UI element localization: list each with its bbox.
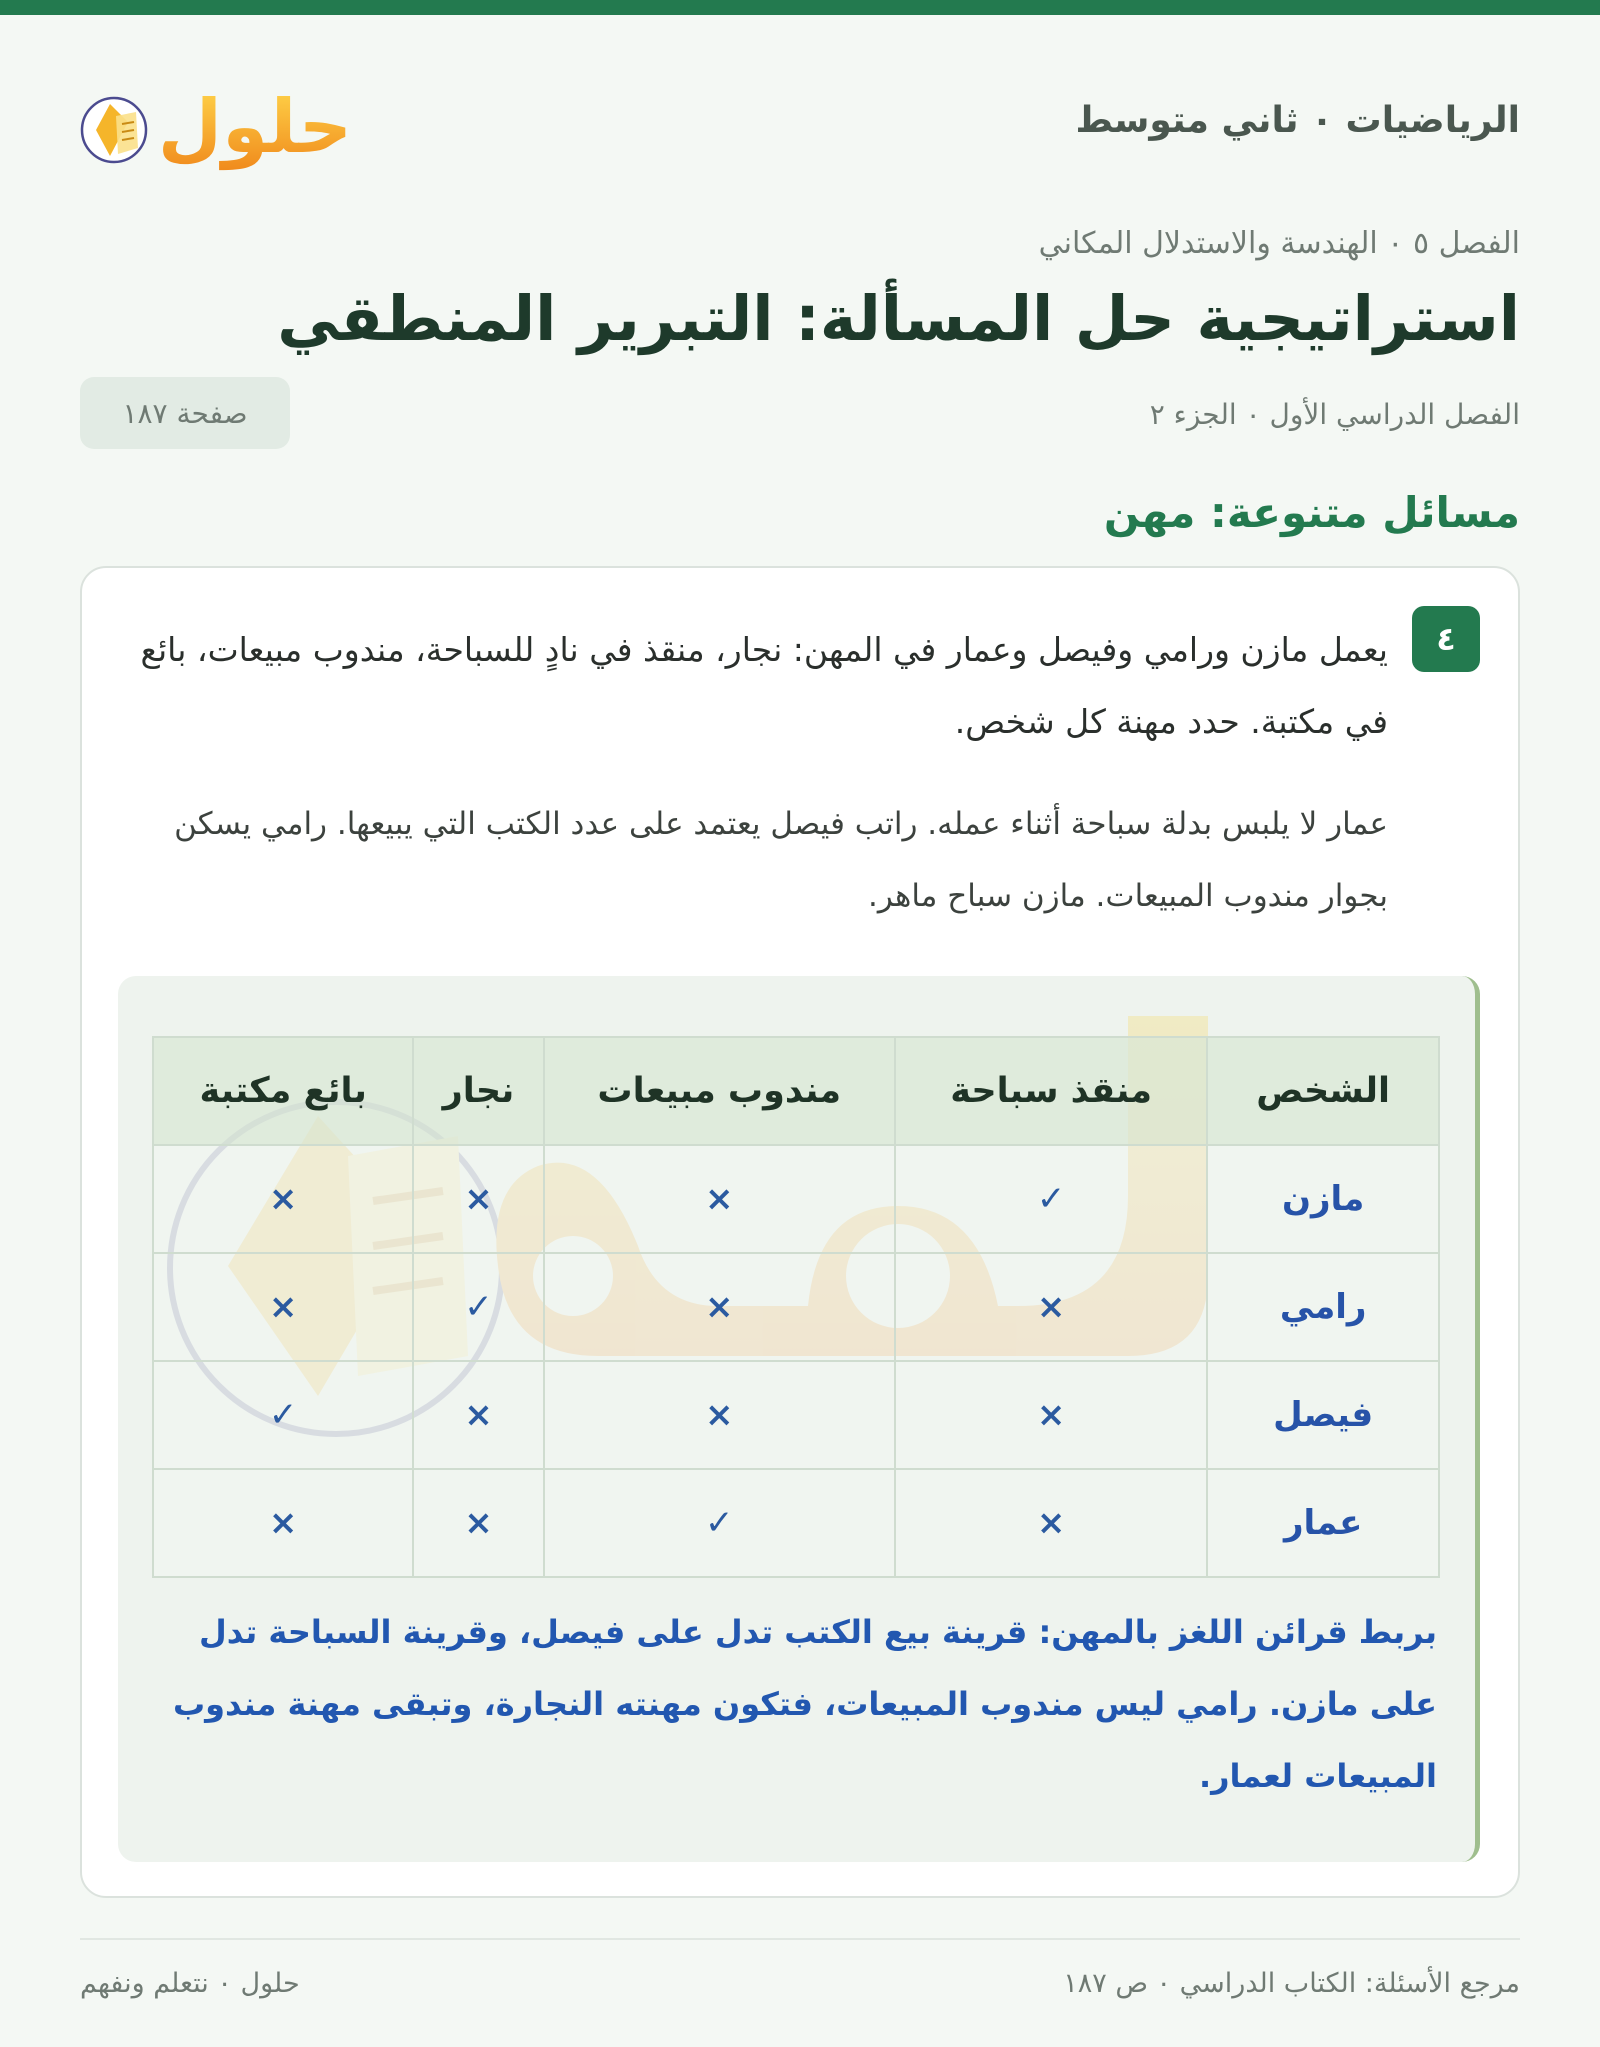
logo-text: حلول — [157, 84, 353, 170]
mark-cell: ✓ — [153, 1361, 413, 1469]
problem-card — [80, 566, 1520, 1898]
mark-cell: × — [544, 1145, 895, 1253]
table-row — [153, 1145, 1439, 1253]
clues-text: عمار لا يلبس بدلة سباحة أثناء عمله. راتب فيصل يعتمد على عدد الكتب التي يبيعها. رامي يسكن بجوار مندوب المبيعات. مازن سباح ماهر. — [174, 806, 1388, 914]
mark-cell: × — [413, 1469, 543, 1577]
question-text: يعمل مازن ورامي وفيصل وعمار في المهن: نجار، منقذ في نادٍ للسباحة، مندوب مبيعات، بائع في مكتبة. حدد مهنة كل شخص. — [140, 630, 1388, 741]
mark-cell: × — [153, 1145, 413, 1253]
answer-box — [118, 976, 1480, 1862]
person-name: فيصل — [1207, 1361, 1439, 1469]
person-name: عمار — [1207, 1469, 1439, 1577]
top-accent-bar — [0, 0, 1600, 15]
mark-cell: × — [544, 1361, 895, 1469]
person-name: رامي — [1207, 1253, 1439, 1361]
mark-cell: ✓ — [544, 1469, 895, 1577]
page-badge: صفحة ١٨٧ — [80, 377, 290, 449]
chapter-label: الفصل ٥ ٠ الهندسة والاستدلال المكاني — [1038, 226, 1520, 261]
lesson-title: استراتيجية حل المسألة: التبرير المنطقي — [277, 282, 1520, 355]
subject-label: الرياضيات ٠ ثاني متوسط — [1075, 100, 1520, 141]
table-row — [153, 1469, 1439, 1577]
footer-divider — [80, 1938, 1520, 1940]
mark-cell: × — [895, 1253, 1207, 1361]
mark-cell: ✓ — [895, 1145, 1207, 1253]
mark-cell: × — [895, 1361, 1207, 1469]
question-number-badge: ٤ — [1412, 606, 1480, 672]
footer-tagline: حلول ٠ نتعلم ونفهم — [80, 1968, 300, 1999]
table-header-row — [153, 1037, 1439, 1145]
header-carpenter: نجار — [413, 1037, 543, 1145]
mark-cell: × — [895, 1469, 1207, 1577]
logo-graphic — [80, 64, 360, 184]
hulul-logo[interactable] — [80, 64, 360, 184]
mark-cell: × — [413, 1361, 543, 1469]
section-title: مسائل متنوعة: مهن — [1103, 488, 1520, 537]
mark-cell: × — [413, 1145, 543, 1253]
term-label: الفصل الدراسي الأول ٠ الجزء ٢ — [1149, 398, 1520, 431]
solution-explanation: بربط قرائن اللغز بالمهن: قرينة بيع الكتب تدل على فيصل، وقرينة السباحة تدل على مازن. رامي ليس مندوب المبيعات، فتكون مهنته النجارة، وتبقى مهنة مندوب المبيعات لعمار. — [172, 1613, 1437, 1795]
table-row — [153, 1361, 1439, 1469]
header-sales-rep: مندوب مبيعات — [544, 1037, 895, 1145]
mark-cell: × — [544, 1253, 895, 1361]
table-row — [153, 1253, 1439, 1361]
mark-cell: × — [153, 1253, 413, 1361]
header-bookseller: بائع مكتبة — [153, 1037, 413, 1145]
person-name: مازن — [1207, 1145, 1439, 1253]
mark-cell: ✓ — [413, 1253, 543, 1361]
header-lifeguard: منقذ سباحة — [895, 1037, 1207, 1145]
mark-cell: × — [153, 1469, 413, 1577]
header-person: الشخص — [1207, 1037, 1439, 1145]
solution-table — [152, 1036, 1440, 1578]
footer-reference: مرجع الأسئلة: الكتاب الدراسي ٠ ص ١٨٧ — [1063, 1968, 1520, 1999]
